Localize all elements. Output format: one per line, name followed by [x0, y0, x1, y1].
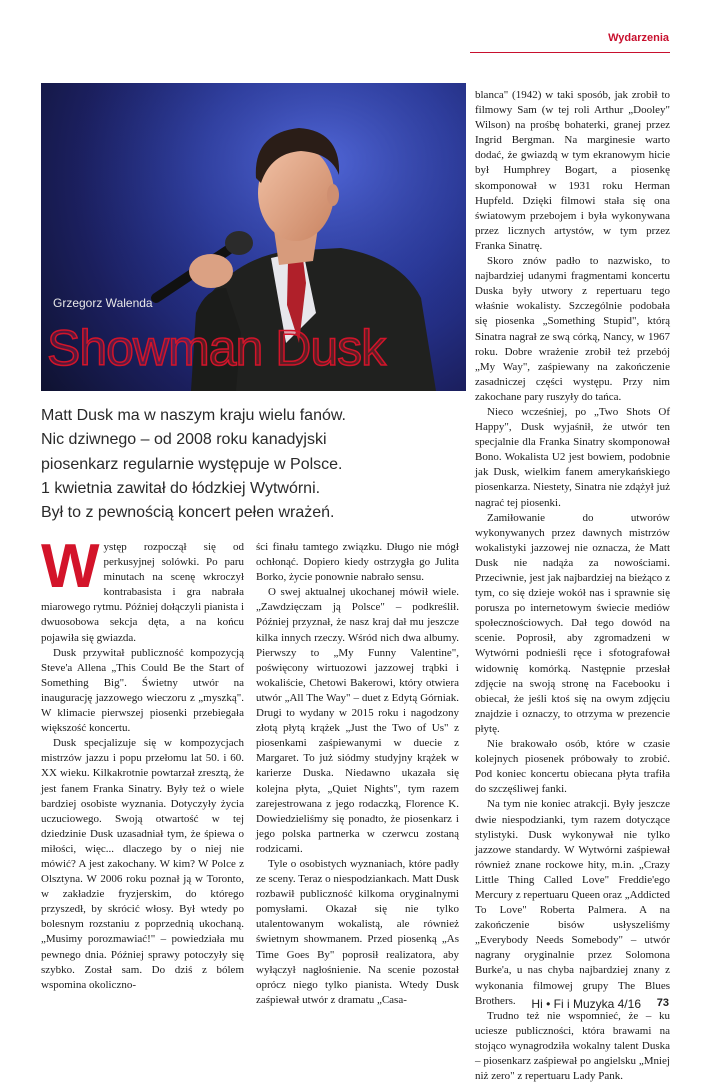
article-column-1: [41, 532, 244, 991]
hero-photo: [41, 83, 466, 391]
paragraph-text: ystęp rozpoczął się od perkusyjnej solówki. Po paru minutach na scenę wkroczył kontrabasista i gra nabrała miarowego rytmu. Później dołączyli pianista i dwuosobowa sekcja dęta, a na końcu pojawiła się gwiazda.: [41, 541, 244, 644]
article-paragraph: Trudno też nie wspomnieć, że – ku uciesze publiczności, która brawami na stojąco wynagrodziła wokalny talent Duska – piosenkarz zaśpiewał po angielsku „Mniej niż zero" z repertuaru Lady Pank.: [475, 1009, 670, 1083]
article-paragraph: Dusk specjalizuje się w kompozycjach mistrzów jazzu i popu przełomu lat 50. i 60. XX wieku. Kilkakrotnie powtarzał zresztą, że jest fanem Franka Sinatry. Były też o wiele bardziej osobiste wyznania. Dotyczyły życia uczuciowego. Swoją otwartość w tej dziedzinie Dusk uzasadniał tym, że śpiewa o miłości, więc... dlaczego by o niej nie mówić? A jest zakochany. W kim? W Polce z Olsztyna. W 2006 roku poznał ją w Toronto, w zakładzie fryzjerskim, do którego przyszedł, by skrócić włosy. Był wtedy po bolesnym rozstaniu z poprzednią ukochaną. „Musimy porozmawiać!" – powiedziała mu pewnego dnia. Później sprawy potoczyły się szybko. Został sam. Do dziś z bólem wspomina okoliczno-: [41, 737, 244, 991]
lead-line: Był to z pewnością koncert pełen wrażeń.: [41, 504, 335, 522]
article-paragraph: blanca" (1942) w taki sposób, jak zrobił to filmowy Sam (w tej roli Arthur „Dooley" Wilson) na prośbę bohaterki, granej przez Ingrid Bergman. Na marginesie warto dodać, że gwiazdą w tym ekranowym hicie był Humphrey Bogart, a piosenkę skomponował w 1931 roku Herman Hupfeld. Dzięki filmowi stała się ona światowym przebojem i była wykonywana przez licznych artystów, w tym przez Franka Sinatrę.: [475, 89, 670, 252]
lead-paragraph: [41, 404, 461, 525]
section-tag: Wydarzenia: [608, 32, 669, 44]
lead-line: Nic dziwnego – od 2008 roku kanadyjski: [41, 431, 327, 449]
article-column-2: [256, 540, 459, 1006]
article-paragraph: Dusk przywitał publiczność kompozycją Steve'a Allena „This Could Be the Start of Something Big". Świetny utwór na inaugurację jazzowego wieczoru z „myszką". W klimacie pierwszej piosenki przebiegała większość koncertu.: [41, 646, 244, 735]
article-title: Showman Dusk: [47, 320, 386, 376]
lead-line: Matt Dusk ma w naszym kraju wielu fanów.: [41, 407, 346, 424]
article-paragraph: Tyle o osobistych wyznaniach, które padły ze sceny. Teraz o niespodziankach. Matt Dusk rozbawił publiczność kilkoma oryginalnymi pomysłami. Okazał się nie tylko utalentowanym wokalistą, ale również świetnym showmanem. Przed piosenką „As Time Goes By" poprosił realizatora, aby wyłączył nagłośnienie. Na scenie pozostał oprócz niego tylko pianista. Wtedy Dusk zaśpiewał utwór z dramatu „Casa-: [256, 857, 459, 1006]
section-divider: [470, 52, 670, 53]
article-paragraph: Nieco wcześniej, po „Two Shots Of Happy", Dusk wyjaśnił, że utwór ten specjalnie dla Franka Sinatry skomponował Bono. Wokalista U2 jest bowiem, podobnie jak Dusk, wielkim fanem amerykańskiego piosenkarza. Niestety, Sinatra nie zdążył już nagrać tej piosenki.: [475, 405, 670, 509]
magazine-issue: Hi • Fi i Muzyka 4/16: [531, 997, 641, 1011]
lead-line: 1 kwietnia zawitał do łódzkiej Wytwórni.: [41, 479, 321, 497]
article-paragraph: [41, 532, 244, 646]
article-paragraph: Zamiłowanie do utworów wykonywanych przez dawnych mistrzów wokalistyki jazzowej nie oznacza, że Matt Dusk nie nadąża za nowościami. Przeciwnie, jest jak najbardziej na bieżąco z tym, co się dzieje wokół nas i sprawnie się porusza po internetowym świecie mediów społecznościowych. Dał tego dowód na scenie. Poprosił, aby zgromadzeni w Wytwórni podnieśli ręce i sfotografował widownię komórką. Następnie przesłał zdjęcie na swoją stronę na Facebooku i obiecał, że jeśli ktoś się na owym zdjęciu znajdzie i oznaczy, to otrzyma w prezencie płytę.: [475, 511, 670, 735]
article-paragraph: Na tym nie koniec atrakcji. Były jeszcze dwie niespodzianki, tym razem dotyczące stylistyki. Dusk wykonywał nie tylko jazzowe standardy. W Wytwórni zaśpiewał również znane rockowe hity, m.in. „Crazy Little Thing Called Love" Freddie'ego Mercury z repertuaru Queen oraz „Addicted To Love" Roberta Palmera. A na zakończenie bisów usłyszeliśmy „Everybody Needs Somebody" – utwór nagrany oryginalnie przez Solomona Burke'a, u nas chyba najbardziej znany z wykonania filmowej grupy The Blues Brothers.: [475, 798, 670, 1007]
page-number: 73: [656, 997, 669, 1009]
article-paragraph: O swej aktualnej ukochanej mówił wiele. „Zawdzięczam ją Polsce" – podkreślił. Później przyznał, że nasz kraj dał mu jeszcze kilka innych rzeczy. Wśród nich dwa albumy. Pierwszy to „My Funny Valentine", poświęcony wirtuozowi jazzowej trąbki i wokaliście, Chetowi Bakerowi, który otwiera utwór „All The Way" – duet z Edytą Górniak. Drugi to wydany w 2015 roku i nagodzony złotą płytą krążek „Just the Two of Us" z piosenkami zaśpiewanymi w duecie z Margaret. To już siódmy studyjny krążek w karierze Duska. Niedawno ukazała się kolejna płyta, „Quiet Nights", tym razem zarejestrowana z jego rodaczką, Florence K. Dowiedzieliśmy się ponadto, że piosenkarz i jego polska partnerka w czerwcu zostaną rodzicami.: [256, 586, 459, 855]
article-paragraph: Skoro znów padło to nazwisko, to najbardziej udanymi fragmentami koncertu Duska były utwory z repertuaru tego właśnie wokalisty. Szczególnie podobała się piosenka „Something Stupid", którą Sinatra nagrał ze swą córką, Nancy, w 1967 roku. Dobre wrażenie zrobił też przebój „My Way", zaśpiewany na zakończenie zasadniczej części występu. Przy nim zakochane pary ruszyły do tańca.: [475, 255, 670, 403]
author-name: Grzegorz Walenda: [53, 296, 153, 310]
lead-line: piosenkarz regularnie występuje w Polsce.: [41, 455, 343, 473]
article-paragraph: Nie brakowało osób, które w czasie kolejnych piosenek próbowały to zrobić. Pod koniec koncertu obiecana płyta trafiła do szczęśliwej fanki.: [475, 738, 670, 796]
drop-cap: W: [41, 532, 100, 601]
article-paragraph: ści finału tamtego związku. Długo nie mógł ochłonąć. Dopiero kiedy ostrzygła go Julita Borko, życie ponownie nabrało sensu.: [256, 541, 459, 584]
